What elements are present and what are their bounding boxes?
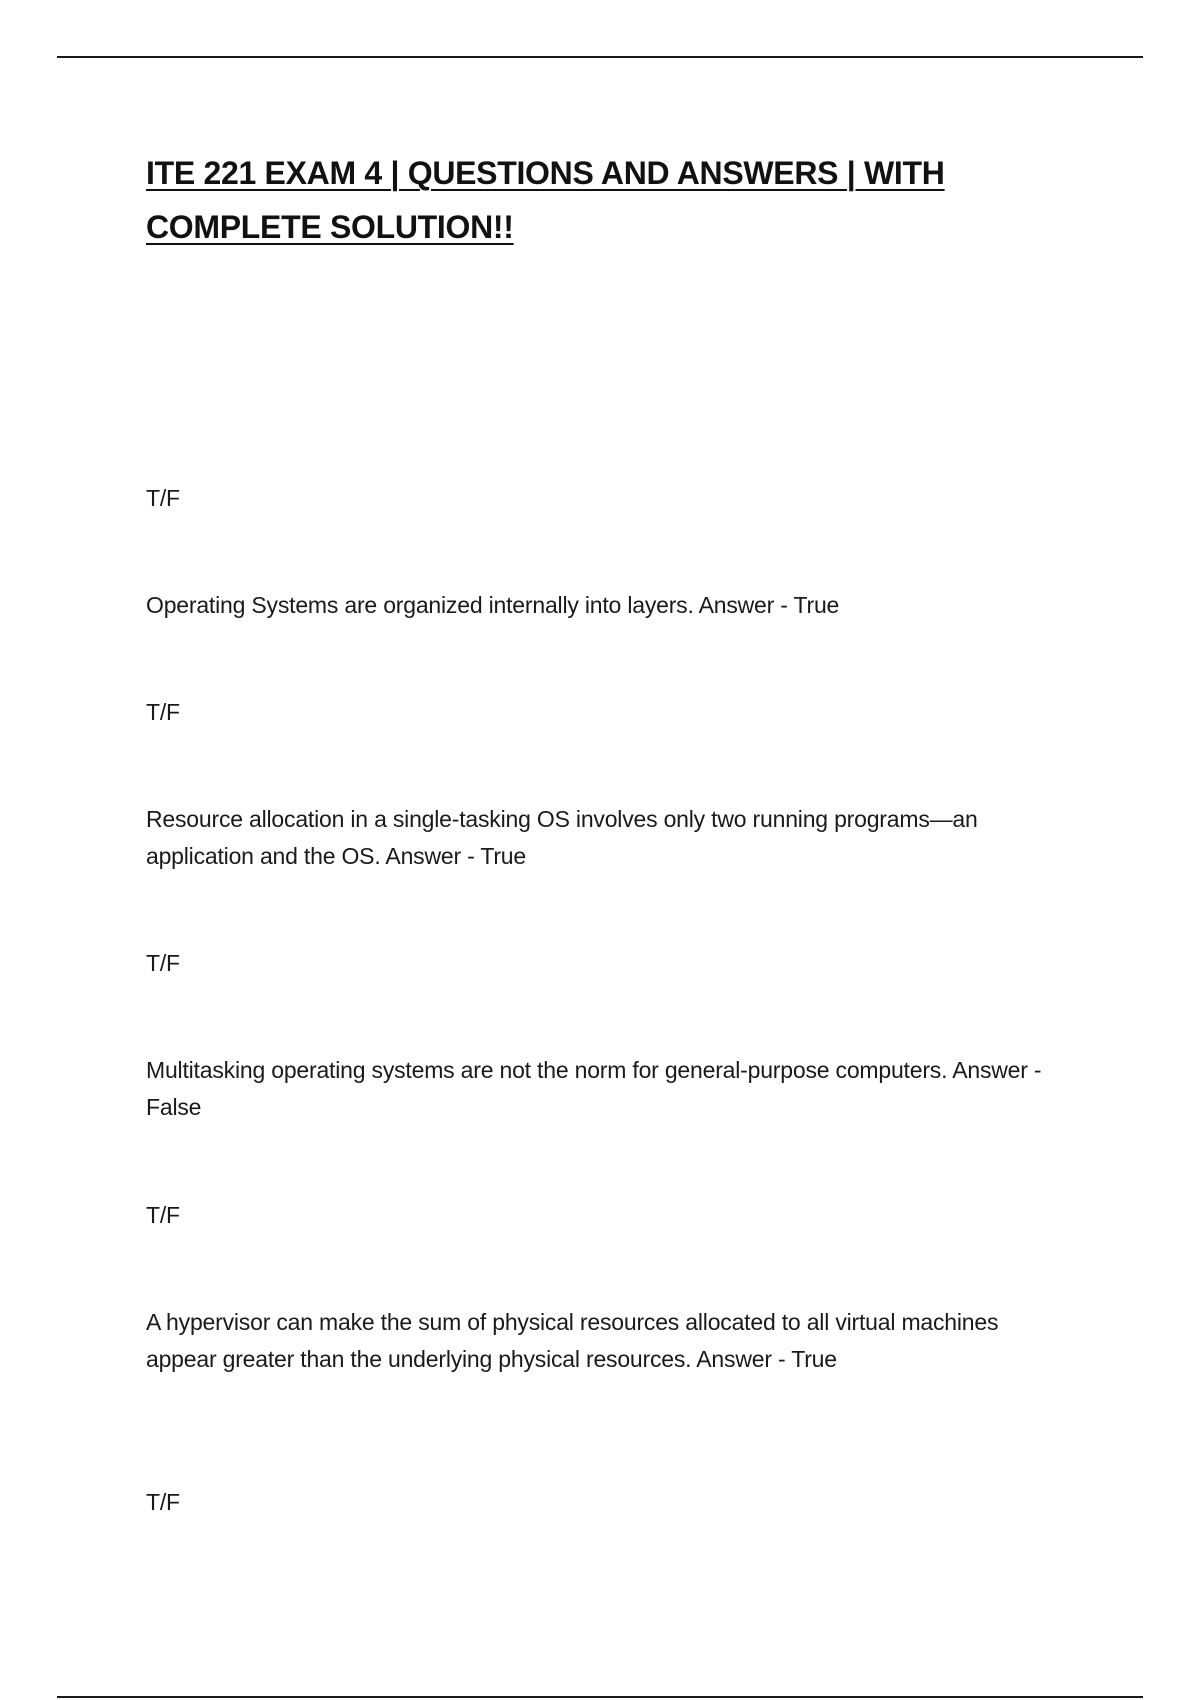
header-rule <box>57 56 1143 58</box>
tf-label-5: T/F <box>146 1489 180 1515</box>
question-3: Multitasking operating systems are not the norm for general-purpose computers. Answer - False <box>146 1057 1042 1120</box>
document-title: ITE 221 EXAM 4 | QUESTIONS AND ANSWERS | WITH COMPLETE SOLUTION!! <box>146 155 945 245</box>
tf-label-2: T/F <box>146 699 180 725</box>
tf-label-1: T/F <box>146 485 180 511</box>
tf-label-3: T/F <box>146 950 180 976</box>
footer-rule <box>57 1696 1143 1698</box>
question-2: Resource allocation in a single-tasking OS involves only two running programs—an application and the OS. Answer - True <box>146 806 978 869</box>
tf-label-4: T/F <box>146 1202 180 1228</box>
question-4: A hypervisor can make the sum of physical resources allocated to all virtual machines appear greater than the underlying physical resources. Answer - True <box>146 1309 999 1372</box>
title-block <box>146 146 1046 254</box>
question-1: Operating Systems are organized internally into layers. Answer - True <box>146 592 840 618</box>
